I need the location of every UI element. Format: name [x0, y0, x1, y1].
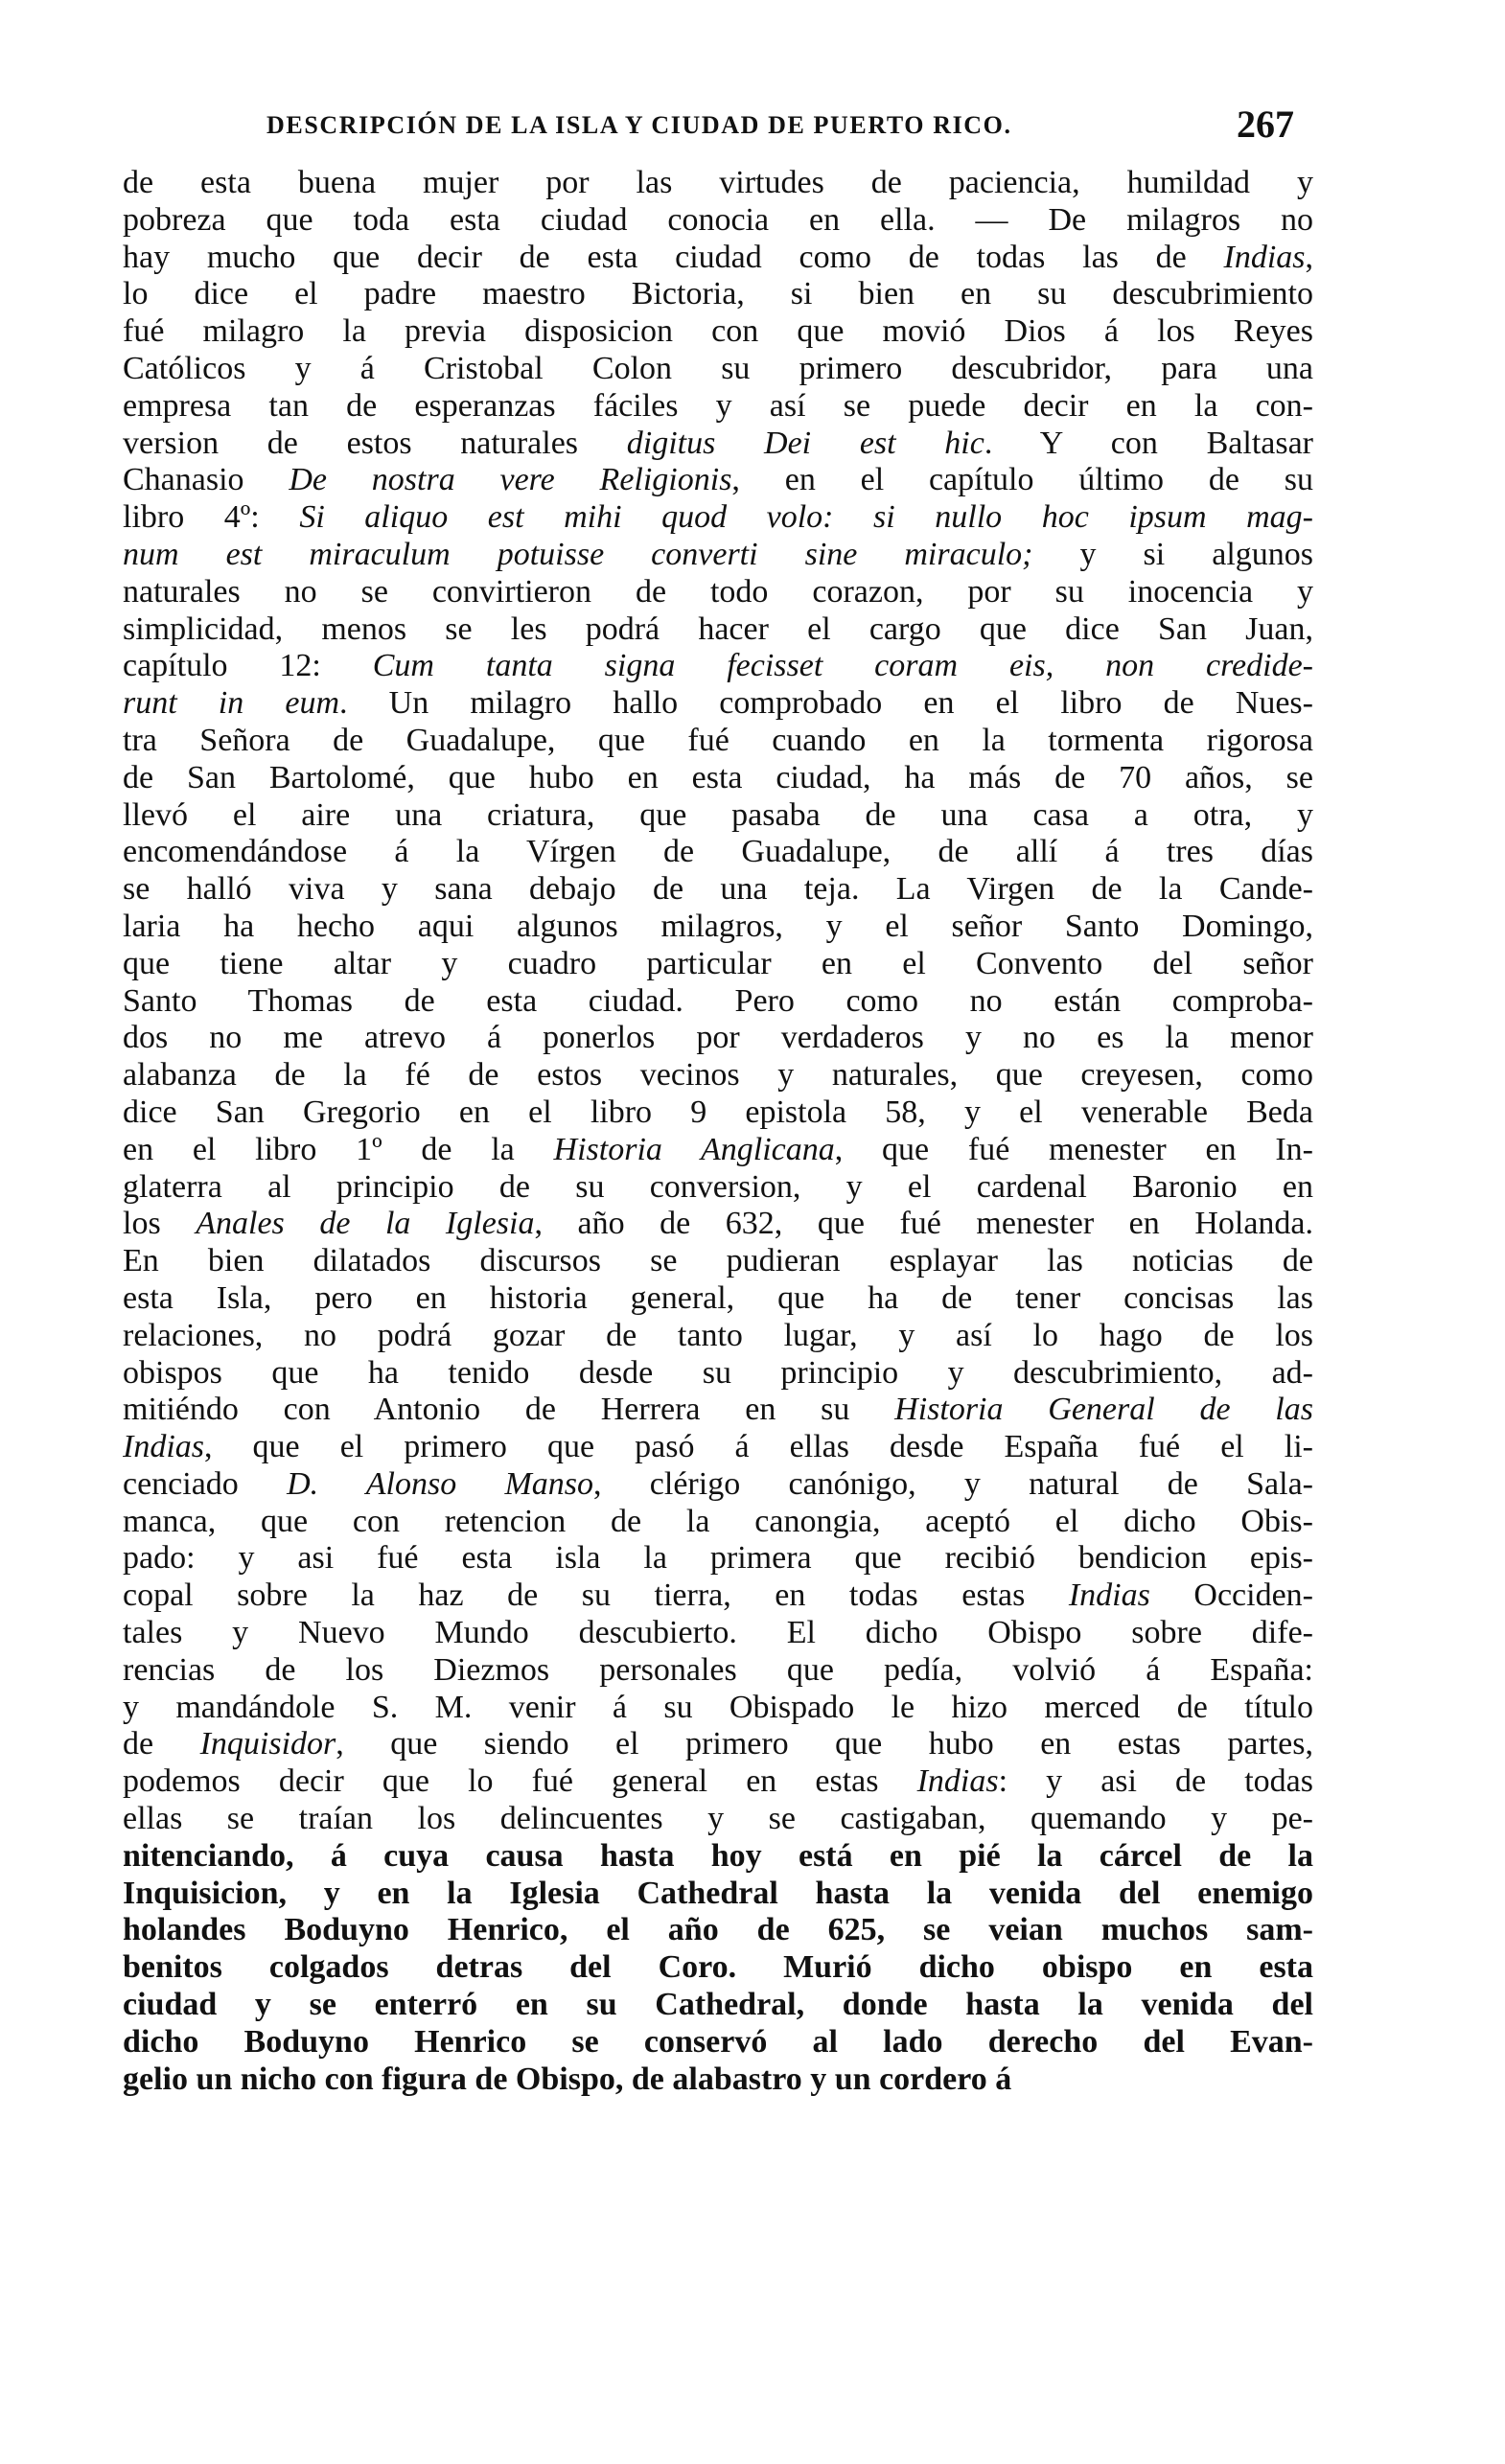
text-line: version de estos naturales digitus Dei est hic. Y con Baltasar	[123, 425, 1313, 461]
text-line: Santo Thomas de esta ciudad. Pero como no están comproba-	[123, 982, 1313, 1019]
text-line: lo dice el padre maestro Bictoria, si bien en su descubrimiento	[123, 276, 1313, 312]
text-line: alabanza de la fé de estos vecinos y naturales, que creyesen, como	[123, 1057, 1313, 1094]
text-line: pado: y asi fué esta isla la primera que recibió bendicion epis-	[123, 1540, 1313, 1577]
text-line: relaciones, no podrá gozar de tanto lugar, y así lo hago de los	[123, 1317, 1313, 1353]
text-line: de San Bartolomé, que hubo en esta ciudad, ha más de 70 años, se	[123, 759, 1313, 795]
text-line: se halló viva y sana debajo de una teja. La Virgen de la Cande-	[123, 871, 1313, 908]
text-line: empresa tan de esperanzas fáciles y así se puede decir en la con-	[123, 387, 1313, 424]
text-line: dicho Boduyno Henrico se conservó al lado derecho del Evan-	[123, 2023, 1313, 2060]
text-line: capítulo 12: Cum tanta signa fecisset coram eis, non credide-	[123, 648, 1313, 684]
page-number: 267	[1237, 103, 1294, 146]
text-line: hay mucho que decir de esta ciudad como de todas las de Indias,	[123, 239, 1313, 275]
text-line: los Anales de la Iglesia, año de 632, que fué menester en Holanda.	[123, 1206, 1313, 1242]
text-line: En bien dilatados discursos se pudieran esplayar las noticias de	[123, 1243, 1313, 1279]
text-line: podemos decir que lo fué general en estas Indias: y asi de todas	[123, 1763, 1313, 1800]
text-line: naturales no se convirtieron de todo corazon, por su inocencia y	[123, 573, 1313, 610]
text-line: fué milagro la previa disposicion con que movió Dios á los Reyes	[123, 313, 1313, 350]
text-line: ciudad y se enterró en su Cathedral, donde hasta la venida del	[123, 1987, 1313, 2023]
text-line: benitos colgados detras del Coro. Murió dicho obispo en esta	[123, 1949, 1313, 1986]
text-line: simplicidad, menos se les podrá hacer el cargo que dice San Juan,	[123, 610, 1313, 647]
running-head	[123, 100, 1323, 153]
body-text	[123, 165, 1313, 2098]
text-line: Chanasio De nostra vere Religionis, en el capítulo último de su	[123, 462, 1313, 498]
text-line: Indias, que el primero que pasó á ellas desde España fué el li-	[123, 1429, 1313, 1465]
running-head-title: DESCRIPCIÓN DE LA ISLA Y CIUDAD DE PUERTO RICO.	[266, 111, 1012, 139]
text-line: dice San Gregorio en el libro 9 epistola 58, y el venerable Beda	[123, 1094, 1313, 1130]
text-line: libro 4º: Si aliquo est mihi quod volo: si nullo hoc ipsum mag-	[123, 499, 1313, 536]
text-line: Inquisicion, y en la Iglesia Cathedral hasta la venida del enemigo	[123, 1875, 1313, 1911]
text-line: de Inquisidor, que siendo el primero que hubo en estas partes,	[123, 1726, 1313, 1762]
text-line: llevó el aire una criatura, que pasaba de una casa a otra, y	[123, 796, 1313, 833]
text-line: manca, que con retencion de la canongia, aceptó el dicho Obis-	[123, 1503, 1313, 1539]
text-line: num est miraculum potuisse converti sine miraculo; y si algunos	[123, 536, 1313, 572]
text-line: laria ha hecho aqui algunos milagros, y el señor Santo Domingo,	[123, 908, 1313, 944]
text-line: en el libro 1º de la Historia Anglicana, que fué menester en In-	[123, 1131, 1313, 1167]
text-line: dos no me atrevo á ponerlos por verdaderos y no es la menor	[123, 1020, 1313, 1056]
text-line: encomendándose á la Vírgen de Guadalupe, de allí á tres días	[123, 834, 1313, 870]
text-line: Católicos y á Cristobal Colon su primero descubridor, para una	[123, 350, 1313, 386]
text-line: tales y Nuevo Mundo descubierto. El dicho Obispo sobre dife-	[123, 1615, 1313, 1651]
text-line: esta Isla, pero en historia general, que ha de tener concisas las	[123, 1279, 1313, 1316]
text-line: rencias de los Diezmos personales que pedía, volvió á España:	[123, 1651, 1313, 1688]
text-line: copal sobre la haz de su tierra, en todas estas Indias Occiden-	[123, 1577, 1313, 1614]
text-line: gelio un nicho con figura de Obispo, de alabastro y un cordero á	[123, 2061, 1012, 2097]
text-line: tra Señora de Guadalupe, que fué cuando en la tormenta rigorosa	[123, 722, 1313, 758]
text-line: mitiéndo con Antonio de Herrera en su Historia General de las	[123, 1392, 1313, 1428]
text-line: nitenciando, á cuya causa hasta hoy está en pié la cárcel de la	[123, 1837, 1313, 1874]
text-line: de esta buena mujer por las virtudes de paciencia, humildad y	[123, 165, 1313, 200]
text-line: que tiene altar y cuadro particular en el Convento del señor	[123, 945, 1313, 981]
text-line: obispos que ha tenido desde su principio y descubrimiento, ad-	[123, 1354, 1313, 1391]
text-line: ellas se traían los delincuentes y se castigaban, quemando y pe-	[123, 1801, 1313, 1837]
text-line: glaterra al principio de su conversion, y el cardenal Baronio en	[123, 1168, 1313, 1205]
text-line: pobreza que toda esta ciudad conocia en ella. — De milagros no	[123, 201, 1313, 238]
text-line: holandes Boduyno Henrico, el año de 625, se veian muchos sam-	[123, 1912, 1313, 1948]
text-line: y mandándole S. M. venir á su Obispado le hizo merced de título	[123, 1689, 1313, 1725]
text-line: runt in eum. Un milagro hallo comprobado en el libro de Nues-	[123, 685, 1313, 722]
text-line: cenciado D. Alonso Manso, clérigo canónigo, y natural de Sala-	[123, 1465, 1313, 1502]
